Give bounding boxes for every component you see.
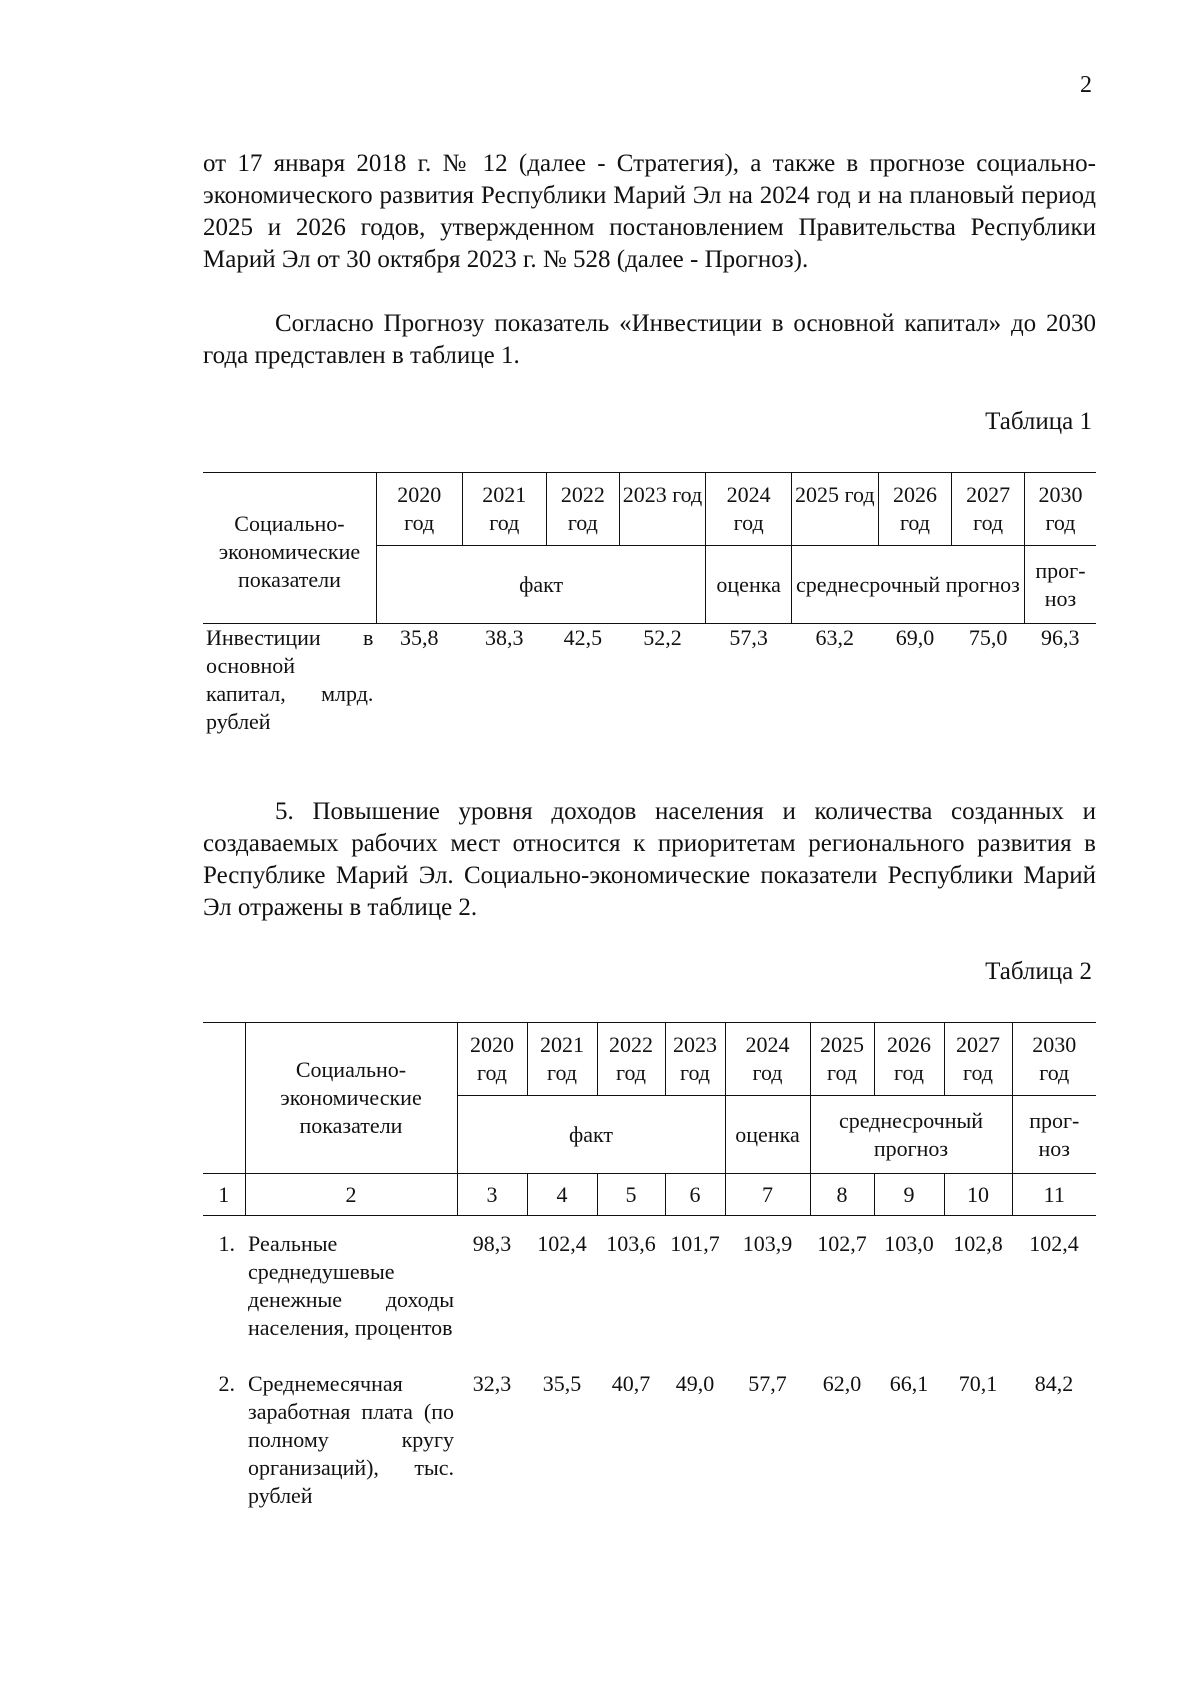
year-header: 2023 год <box>665 1023 725 1096</box>
cell-value: 35,8 <box>399 625 439 650</box>
cell-value: 103,0 <box>884 1231 934 1256</box>
group-estimate: оценка <box>706 546 792 624</box>
year-header: 2025 год <box>791 473 878 546</box>
column-number: 9 <box>874 1174 944 1216</box>
paragraph-investment: Согласно Прогнозу показатель «Инвестиции в основной капитал» до 2030 года представлен в таблице 1. <box>203 310 1096 369</box>
cell-value: 102,7 <box>817 1231 867 1256</box>
cell-value: 98,3 <box>472 1231 512 1256</box>
cell-value: 32,3 <box>472 1371 512 1396</box>
column-number: 6 <box>665 1174 725 1216</box>
row-index: 2. <box>218 1371 235 1396</box>
cell-value: 38,3 <box>485 625 524 650</box>
cell-value: 84,2 <box>1034 1371 1074 1396</box>
cell-value: 70,1 <box>958 1371 998 1396</box>
cell-value: 40,7 <box>611 1371 651 1396</box>
paragraph-strategy: от 17 января 2018 г. № 12 (далее - Стратегия), а также в прогнозе социально-экономического развития Республики Марий Эл на 2024 год и на плановый период 2025 и 2026 годов, утвержденном постановлением Правительства Республики Марий Эл от 30 октября 2023 г. № 528 (далее - Прогноз). <box>203 150 1096 273</box>
year-header: 2022 год <box>597 1023 665 1096</box>
cell-value: 103,6 <box>606 1231 656 1256</box>
indicator-header: Социально-экономические показатели <box>203 473 376 624</box>
cell-value: 69,0 <box>895 625 935 650</box>
year-header: 2020 год <box>376 473 462 546</box>
column-number: 7 <box>725 1174 810 1216</box>
column-number: 10 <box>944 1174 1012 1216</box>
cell-value: 102,4 <box>537 1231 587 1256</box>
row-label: Среднемесячная заработная плата (по полному кругу организаций), тыс. рублей <box>248 1371 454 1508</box>
group-midterm: среднесрочный прогноз <box>810 1096 1012 1174</box>
year-header: 2021 год <box>527 1023 597 1096</box>
column-number: 1 <box>203 1174 245 1216</box>
table-2-indicators <box>203 1022 1096 1510</box>
row-label: Реальные среднедушевые денежные доходы населения, процентов <box>248 1231 454 1340</box>
year-header: 2026 год <box>878 473 952 546</box>
cell-value: 52,2 <box>643 625 682 650</box>
table2-caption: Таблица 2 <box>985 958 1092 985</box>
column-number: 5 <box>597 1174 665 1216</box>
column-number: 11 <box>1012 1174 1096 1216</box>
page-number: 2 <box>1080 72 1092 98</box>
cell-value: 103,9 <box>742 1231 793 1256</box>
group-estimate: оценка <box>725 1096 810 1174</box>
year-header: 2027 год <box>952 473 1025 546</box>
cell-value: 63,2 <box>815 625 855 650</box>
year-header: 2024 год <box>706 473 792 546</box>
cell-value: 102,8 <box>953 1231 1003 1256</box>
year-header: 2022 год <box>547 473 620 546</box>
year-header: 2020 год <box>457 1023 527 1096</box>
cell-value: 66,1 <box>889 1371 929 1396</box>
group-forecast: прог-ноз <box>1012 1096 1096 1174</box>
cell-value: 62,0 <box>822 1371 862 1396</box>
indicator-header: Социально-экономические показатели <box>245 1023 457 1174</box>
column-number: 4 <box>527 1174 597 1216</box>
paragraph-incomes: 5. Повышение уровня доходов населения и количества созданных и создаваемых рабочих мест относится к приоритетам регионального развития в Республике Марий Эл. Социально-экономические показатели Республики Марий Эл отражены в таблице 2. <box>203 798 1096 921</box>
year-header: 2027 год <box>944 1023 1012 1096</box>
year-header: 2024 год <box>725 1023 810 1096</box>
cell-value: 42,5 <box>563 625 603 650</box>
row-label: Инвестиции в основной капитал, млрд. рублей <box>206 625 374 734</box>
cell-value: 102,4 <box>1029 1231 1079 1256</box>
column-number: 2 <box>245 1174 457 1216</box>
column-number: 3 <box>457 1174 527 1216</box>
cell-value: 75,0 <box>968 625 1008 650</box>
year-header: 2026 год <box>874 1023 944 1096</box>
cell-value: 57,3 <box>729 625 768 650</box>
cell-value: 57,7 <box>748 1371 787 1396</box>
cell-value: 101,7 <box>670 1231 720 1256</box>
row-index: 1. <box>218 1231 235 1256</box>
year-header: 2023 год <box>619 473 706 546</box>
cell-value: 96,3 <box>1040 625 1080 650</box>
group-fact: факт <box>376 546 705 624</box>
year-header: 2030 год <box>1012 1023 1096 1096</box>
table-1-investment <box>203 472 1096 736</box>
group-forecast: прог-ноз <box>1024 546 1096 624</box>
group-midterm: среднесрочный прогноз <box>791 546 1024 624</box>
cell-value: 49,0 <box>675 1371 715 1396</box>
column-number: 8 <box>810 1174 874 1216</box>
year-header: 2030 год <box>1024 473 1096 546</box>
cell-value: 35,5 <box>542 1371 582 1396</box>
group-fact: факт <box>457 1096 725 1174</box>
year-header: 2025 год <box>810 1023 874 1096</box>
year-header: 2021 год <box>462 473 547 546</box>
table1-caption: Таблица 1 <box>985 408 1092 435</box>
